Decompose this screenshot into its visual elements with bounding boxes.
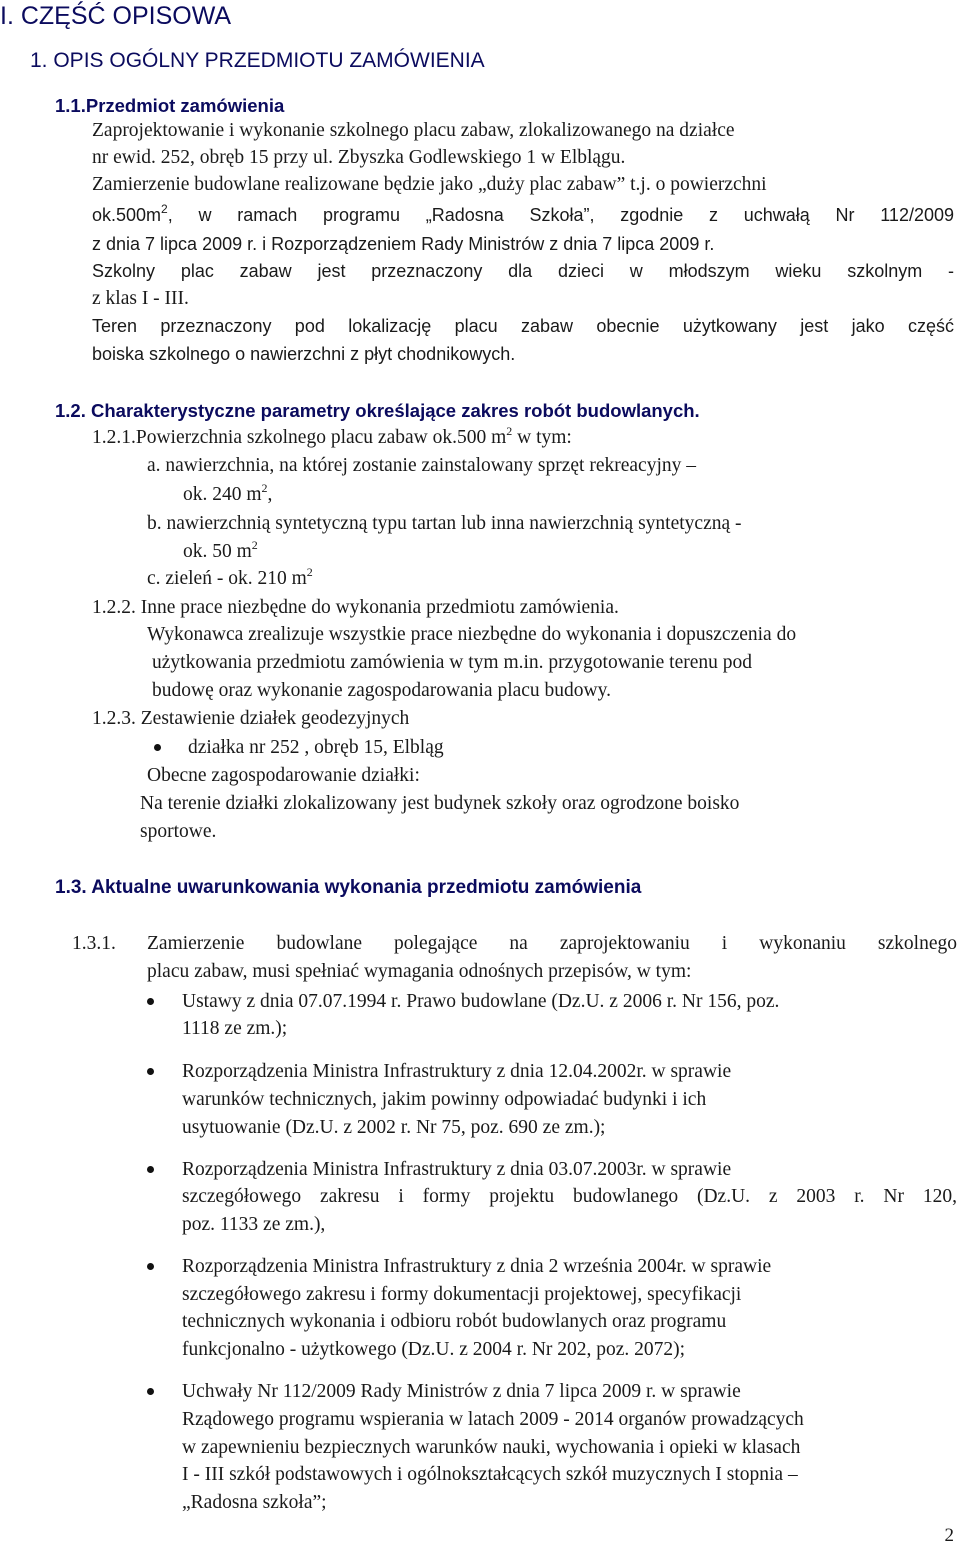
text-line: Teren przeznaczony pod lokalizację placu zabaw obecnie użytkowany jest jako część [92, 316, 954, 336]
text-line: Na terenie działki zlokalizowany jest budynek szkoły oraz ogrodzone boisko [140, 793, 740, 814]
list-item-c: c. zieleń - ok. 210 $m^2$ [147, 565, 313, 589]
list-item-b-value: ok. 50 $m^2$ [183, 538, 258, 562]
text-line: placu zabaw, musi spełniać wymagania odnośnych przepisów, w tym: [147, 961, 692, 982]
section-1-3-title: 1.3. Aktualne uwarunkowania wykonania przedmiotu zamówienia [55, 877, 642, 898]
text-line: Zamierzenie budowlane polegające na zaprojektowaniu i wykonaniu szkolnego [147, 933, 957, 954]
section-1-1-title: 1.1.Przedmiot zamówienia [55, 95, 285, 116]
text-line: nr ewid. 252, obręb 15 przy ul. Zbyszka Godlewskiego 1 w Elblągu. [92, 147, 626, 168]
text-line: boiska szkolnego o nawierzchni z płyt chodnikowych. [92, 344, 516, 364]
list-item-b: b. nawierzchnią syntetyczną typu tartan lub inna nawierzchnią syntetyczną - [147, 513, 742, 534]
parcel-item: działka nr 252 , obręb 15, Elbląg [188, 737, 444, 758]
text-line: Wykonawca zrealizuje wszystkie prace niezbędne do wykonania i dopuszczenia do [147, 624, 797, 645]
legal-item-line: szczegółowego zakresu i formy projektu budowlanego (Dz.U. z 2003 r. Nr 120, [182, 1186, 957, 1207]
bullet-icon [147, 1166, 154, 1173]
text-line: z klas I - III. [92, 288, 189, 309]
legal-item-line: funkcjonalno - użytkowego (Dz.U. z 2004 r. Nr 202, poz. 2072); [182, 1339, 686, 1360]
bullet-icon [147, 1388, 154, 1395]
text-line: użytkowania przedmiotu zamówienia w tym m.in. przygotowanie terenu pod [152, 652, 752, 673]
text-line: Zaprojektowanie i wykonanie szkolnego placu zabaw, zlokalizowanego na działce [92, 120, 735, 141]
section-1-2-2: 1.2.2. Inne prace niezbędne do wykonania przedmiotu zamówienia. [92, 597, 619, 618]
legal-item-line: warunków technicznych, jakim powinny odpowiadać budynki i ich [182, 1089, 707, 1110]
legal-item-line: „Radosna szkoła”; [182, 1492, 327, 1513]
page-number: 2 [944, 1525, 954, 1546]
legal-item-line: Ustawy z dnia 07.07.1994 r. Prawo budowlane (Dz.U. z 2006 r. Nr 156, poz. [182, 991, 780, 1012]
legal-item-line: Rozporządzenia Ministra Infrastruktury z dnia 12.04.2002r. w sprawie [182, 1061, 732, 1082]
list-item-a-value: ok. 240 $m^2$, [183, 481, 273, 505]
bullet-icon [147, 998, 154, 1005]
text-line: Obecne zagospodarowanie działki: [147, 765, 420, 786]
legal-item-line: Rozporządzenia Ministra Infrastruktury z dnia 03.07.2003r. w sprawie [182, 1159, 732, 1180]
section-1-3-1-number: 1.3.1. [72, 933, 116, 954]
legal-item-line: Uchwały Nr 112/2009 Rady Ministrów z dnia 7 lipca 2009 r. w sprawie [182, 1381, 741, 1402]
bullet-icon [154, 744, 161, 751]
section-1-2-1: 1.2.1.Powierzchnia szkolnego placu zabaw ok.500 $m^2$ w tym: [92, 424, 572, 448]
legal-item-line: poz. 1133 ze zm.), [182, 1214, 326, 1235]
section-1-2-3: 1.2.3. Zestawienie działek geodezyjnych [92, 708, 410, 729]
text-line: Zamierzenie budowlane realizowane będzie jako „duży plac zabaw” t.j. o powierzchni [92, 174, 767, 195]
text-line: budowę oraz wykonanie zagospodarowania placu budowy. [152, 680, 612, 701]
legal-item-line: w zapewnieniu bezpiecznych warunków nauki, wychowania i opieki w klasach [182, 1437, 801, 1458]
section-1-2-title: 1.2. Charakterystyczne parametry określające zakres robót budowlanych. [55, 400, 700, 421]
text-line: z dnia 7 lipca 2009 r. i Rozporządzeniem Rady Ministrów z dnia 7 lipca 2009 r. [92, 234, 715, 254]
legal-item-line: szczegółowego zakresu i formy dokumentacji projektowej, specyfikacji [182, 1284, 742, 1305]
text-line: $ok.500m^2$, w ramach programu „Radosna Szkoła”, zgodnie z uchwałą Nr 112/2009 [92, 202, 954, 225]
text-line: Szkolny plac zabaw jest przeznaczony dla dzieci w młodszym wieku szkolnym - [92, 261, 954, 281]
text-line: sportowe. [140, 821, 217, 842]
legal-item-line: I - III szkół podstawowych i ogólnokształcących szkół muzycznych I stopnia – [182, 1464, 798, 1485]
list-item-a: a. nawierzchnia, na której zostanie zainstalowany sprzęt rekreacyjny – [147, 455, 696, 476]
bullet-icon [147, 1263, 154, 1270]
legal-item-line: technicznych wykonania i odbioru robót budowlanych oraz programu [182, 1311, 727, 1332]
legal-item-line: Rozporządzenia Ministra Infrastruktury z dnia 2 września 2004r. w sprawie [182, 1256, 772, 1277]
document-title: I. CZĘŚĆ OPISOWA [0, 2, 232, 30]
legal-item-line: Rządowego programu wspierania w latach 2009 - 2014 organów prowadzących [182, 1409, 804, 1430]
bullet-icon [147, 1068, 154, 1075]
legal-item-line: usytuowanie (Dz.U. z 2002 r. Nr 75, poz. 690 ze zm.); [182, 1117, 606, 1138]
section-1-heading: 1. OPIS OGÓLNY PRZEDMIOTU ZAMÓWIENIA [30, 49, 485, 72]
legal-item-line: 1118 ze zm.); [182, 1018, 288, 1039]
